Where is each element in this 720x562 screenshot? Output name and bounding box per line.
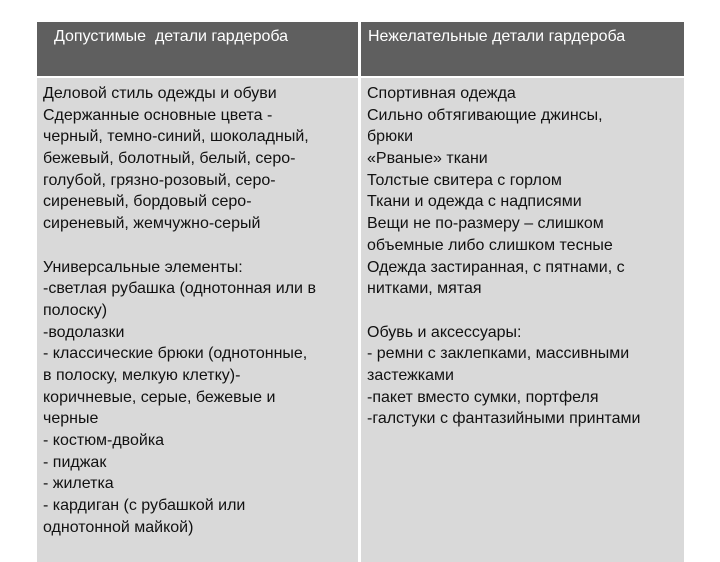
allowed-line: сиреневый, бордовый серо- xyxy=(43,193,252,211)
undesirable-line: объемные либо слишком тесные xyxy=(367,236,613,254)
undesirable-line: - ремни с заклепками, массивными xyxy=(367,345,630,363)
undesirable-line: «Рваные» ткани xyxy=(367,150,488,168)
header-undesirable: Нежелательные детали гардероба xyxy=(361,22,684,76)
undesirable-line: Толстые свитера с горлом xyxy=(367,171,562,189)
allowed-gap xyxy=(43,235,358,257)
allowed-column xyxy=(37,78,358,562)
allowed-line: - классические брюки (однотонные, xyxy=(43,345,308,363)
undesirable-gap xyxy=(367,300,684,322)
undesirable-line: Ткани и одежда с надписями xyxy=(367,193,582,211)
undesirable-line: Спортивная одежда xyxy=(367,85,516,102)
allowed-line: Сдержанные основные цвета - xyxy=(43,106,273,124)
allowed-line: - костюм-двойка xyxy=(43,432,165,449)
undesirable-line: застежками xyxy=(367,366,454,384)
undesirable-line: нитками, мятая xyxy=(367,280,482,298)
allowed-line: сиреневый, жемчужно-серый xyxy=(43,215,261,233)
header-allowed: Допустимые детали гардероба xyxy=(37,22,358,76)
allowed-line: Деловой стиль одежды и обуви xyxy=(43,85,277,102)
allowed-line: - пиджак xyxy=(43,453,107,471)
undesirable-line: брюки xyxy=(367,128,413,146)
allowed-line: Универсальные элементы: xyxy=(43,258,243,276)
allowed-line: черные xyxy=(43,410,99,428)
undesirable-line: -пакет вместо сумки, портфеля xyxy=(367,388,599,406)
allowed-line: в полоску, мелкую клетку)- xyxy=(43,366,241,384)
allowed-line: - жилетка xyxy=(43,475,114,493)
allowed-line: -светлая рубашка (однотонная или в xyxy=(43,280,316,298)
undesirable-line: Обувь и аксессуары: xyxy=(367,323,522,341)
allowed-line: однотонной майкой) xyxy=(43,518,194,536)
allowed-line: -водолазки xyxy=(43,323,125,341)
allowed-line: - кардиган (с рубашкой или xyxy=(43,497,246,515)
wardrobe-table xyxy=(37,22,684,562)
undesirable-line: -галстуки с фантазийными принтами xyxy=(367,410,641,428)
allowed-line: коричневые, серые, бежевые и xyxy=(43,388,276,406)
allowed-line: полоску) xyxy=(43,301,108,319)
undesirable-line: Вещи не по-размеру – слишком xyxy=(367,215,604,233)
allowed-line: голубой, грязно-розовый, серо- xyxy=(43,171,276,189)
allowed-line: бежевый, болотный, белый, серо- xyxy=(43,150,296,168)
allowed-line: черный, темно-синий, шоколадный, xyxy=(43,128,309,146)
undesirable-line: Одежда застиранная, с пятнами, с xyxy=(367,258,625,276)
undesirable-line: Сильно обтягивающие джинсы, xyxy=(367,106,603,124)
undesirable-column xyxy=(361,78,684,562)
